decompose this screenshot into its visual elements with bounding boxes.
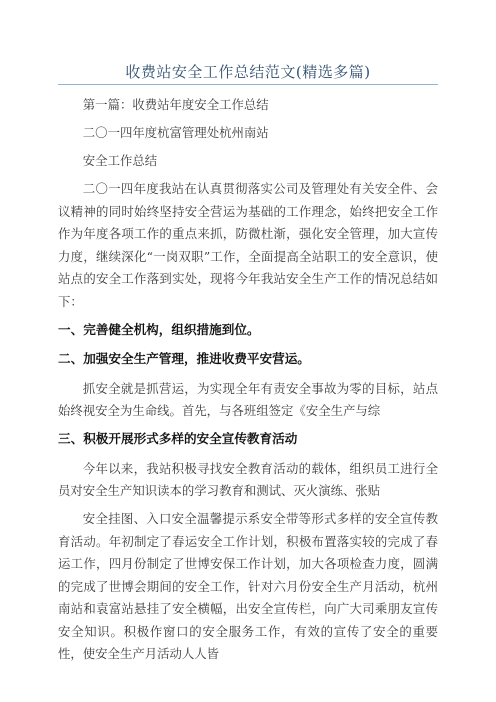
section-2-paragraph: 抓安全就是抓营运，为实现全年有责安全事故为零的目标，站点始终视安全为生命线。首先，与各班组签定《安全生产与综 (58, 380, 438, 418)
summary-heading: 安全工作总结 (82, 153, 158, 168)
intro-paragraph: 二〇一四年度我站在认真贯彻落实公司及管理处有关安全件、会议精神的同时始终坚持安全营运为基础的工作理念，始终把安全工作作为年度各项工作的重点来抓，防微杜渐，强化安全管理，加大宣传力度，继续深化“一岗双职”工作，全面提高全站职工的安全意识，使站点的安全工作落到实处，现将今年我站安全生产工作的情况总结如下： (58, 181, 438, 309)
document-title: 收费站安全工作总结范文(精选多篇) (125, 63, 371, 81)
section-3-paragraph-2: 安全挂图、入口安全温馨提示系安全带等形式多样的安全宣传教育活动。年初制定了春运安全工作计划，积极布置落实较的完成了春运工作，四月份制定了世博安保工作计划，加大各项检查力度，圆满的完成了世博会期间的安全工作，针对六月份安全生产月活动，杭州南站和袁富站悬挂了安全横幅，出安全宣传栏，向广大司乘朋友宣传安全知识。积极作窗口的安全服务工作，有效的宣传了安全的重要性，使安全生产月活动人人皆 (58, 511, 438, 661)
section-heading-3: 三、积极开展形式多样的安全宣传教育活动 (58, 431, 298, 446)
article-subtitle: 第一篇：收费站年度安全工作总结 (82, 97, 269, 112)
document-body (58, 94, 438, 671)
organization-line: 二〇一四年度杭富管理处杭州南站 (82, 125, 269, 140)
section-3-paragraph-1: 今年以来，我站积极寻找安全教育活动的载体，组织员工进行全员对安全生产知识读本的学习教育和测试、灭火演练、张贴 (58, 460, 438, 498)
title-divider (58, 84, 438, 85)
section-heading-1: 一、完善健全机构，组织措施到位。 (58, 321, 260, 337)
section-heading-2: 二、加强安全生产管理，推进收费平安营运。 (58, 351, 310, 366)
